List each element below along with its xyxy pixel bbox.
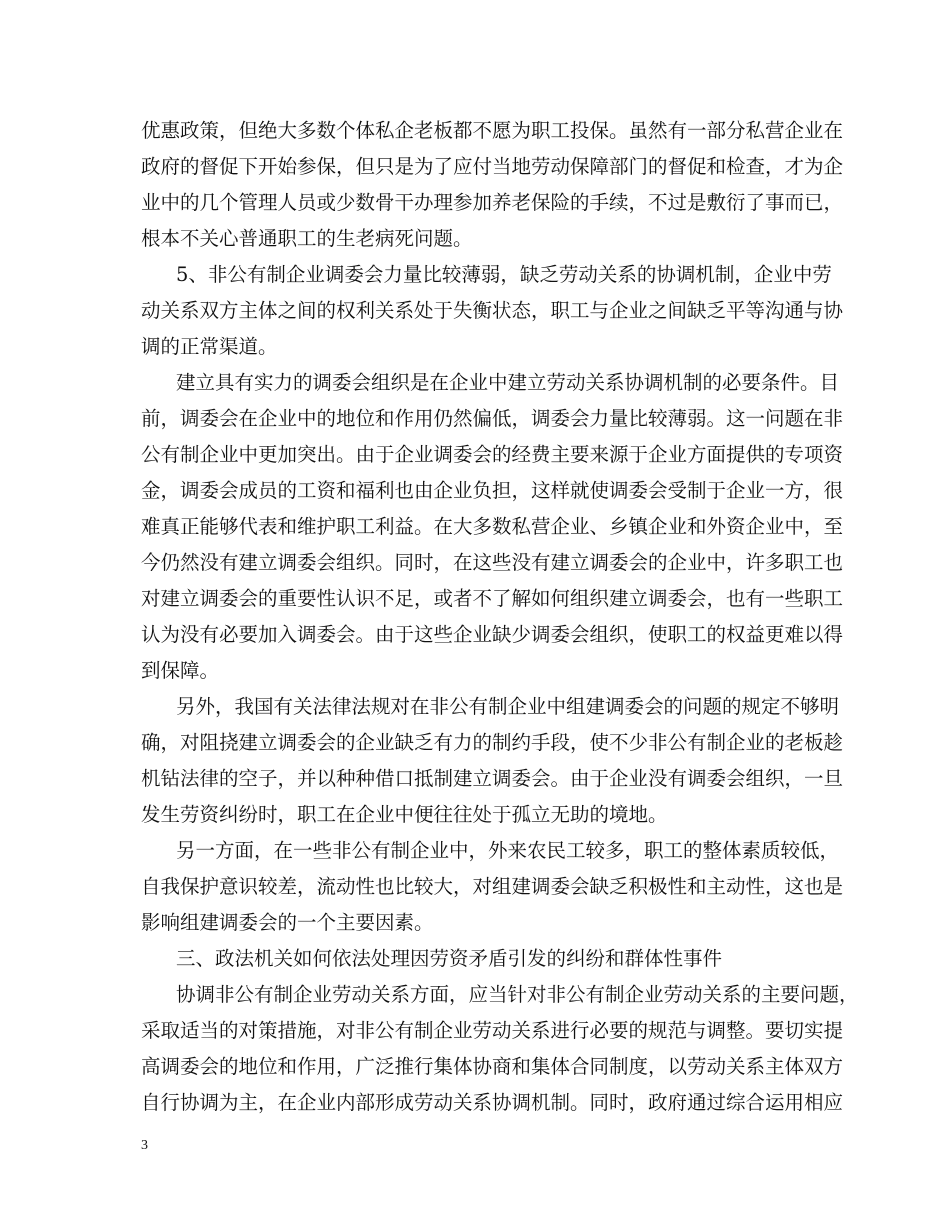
text-line: 自我保护意识较差，流动性也比较大，对组建调委会缺乏积极性和主动性，这也是 — [141, 875, 844, 898]
text-line: 确，对阻挠建立调委会的企业缺乏有力的制约手段，使不少非公有制企业的老板趁 — [141, 731, 844, 754]
text-line: 建立具有实力的调委会组织是在企业中建立劳动关系协调机制的必要条件。目 — [176, 371, 840, 394]
text-line: 高调委会的地位和作用，广泛推行集体协商和集体合同制度，以劳动关系主体双方 — [141, 1055, 844, 1078]
text-line: 今仍然没有建立调委会组织。同时，在这些没有建立调委会的企业中，许多职工也 — [141, 551, 844, 574]
text-line: 发生劳资纠纷时，职工在企业中便往往处于孤立无助的境地。 — [141, 803, 668, 826]
text-line: 优惠政策，但绝大多数个体私企老板都不愿为职工投保。虽然有一部分私营企业在 — [141, 119, 844, 142]
text-line: 到保障。 — [141, 659, 220, 682]
text-line: 调的正常渠道。 — [141, 335, 278, 358]
text-line: 采取适当的对策措施，对非公有制企业劳动关系进行必要的规范与调整。要切实提 — [141, 1019, 844, 1042]
section-heading: 三、政法机关如何依法处理因劳资矛盾引发的纠纷和群体性事件 — [176, 947, 723, 970]
text-line: 政府的督促下开始参保，但只是为了应付当地劳动保障部门的督促和检查，才为企 — [141, 155, 844, 178]
text-line: 自行协调为主，在企业内部形成劳动关系协调机制。同时，政府通过综合运用相应 — [141, 1091, 844, 1114]
text-line: 动关系双方主体之间的权利关系处于失衡状态，职工与企业之间缺乏平等沟通与协 — [141, 299, 844, 322]
text-line: 另外，我国有关法律法规对在非公有制企业中组建调委会的问题的规定不够明 — [176, 695, 840, 718]
text-line: 前，调委会在企业中的地位和作用仍然偏低，调委会力量比较薄弱。这一问题在非 — [141, 407, 844, 430]
text-line: 认为没有必要加入调委会。由于这些企业缺少调委会组织，使职工的权益更难以得 — [141, 623, 844, 646]
text-line: 业中的几个管理人员或少数骨干办理参加养老保险的手续，不过是敷衍了事而已， — [141, 191, 844, 214]
text-line: 机钻法律的空子，并以种种借口抵制建立调委会。由于企业没有调委会组织，一旦 — [141, 767, 844, 790]
text-line: 另一方面，在一些非公有制企业中，外来农民工较多，职工的整体素质较低， — [176, 839, 840, 862]
text-line: 5、非公有制企业调委会力量比较薄弱，缺乏劳动关系的协调机制，企业中劳 — [176, 263, 832, 286]
text-line: 对建立调委会的重要性认识不足，或者不了解如何组织建立调委会，也有一些职工 — [141, 587, 844, 610]
page-number: 3 — [141, 1138, 148, 1153]
text-line: 金，调委会成员的工资和福利也由企业负担，这样就使调委会受制于企业一方，很 — [141, 479, 844, 502]
text-line: 公有制企业中更加突出。由于企业调委会的经费主要来源于企业方面提供的专项资 — [141, 443, 844, 466]
text-line: 协调非公有制企业劳动关系方面，应当针对非公有制企业劳动关系的主要问题， — [176, 983, 859, 1006]
text-line: 难真正能够代表和维护职工利益。在大多数私营企业、乡镇企业和外资企业中，至 — [141, 515, 844, 538]
text-line: 影响组建调委会的一个主要因素。 — [141, 911, 434, 934]
text-line: 根本不关心普通职工的生老病死问题。 — [141, 227, 473, 250]
